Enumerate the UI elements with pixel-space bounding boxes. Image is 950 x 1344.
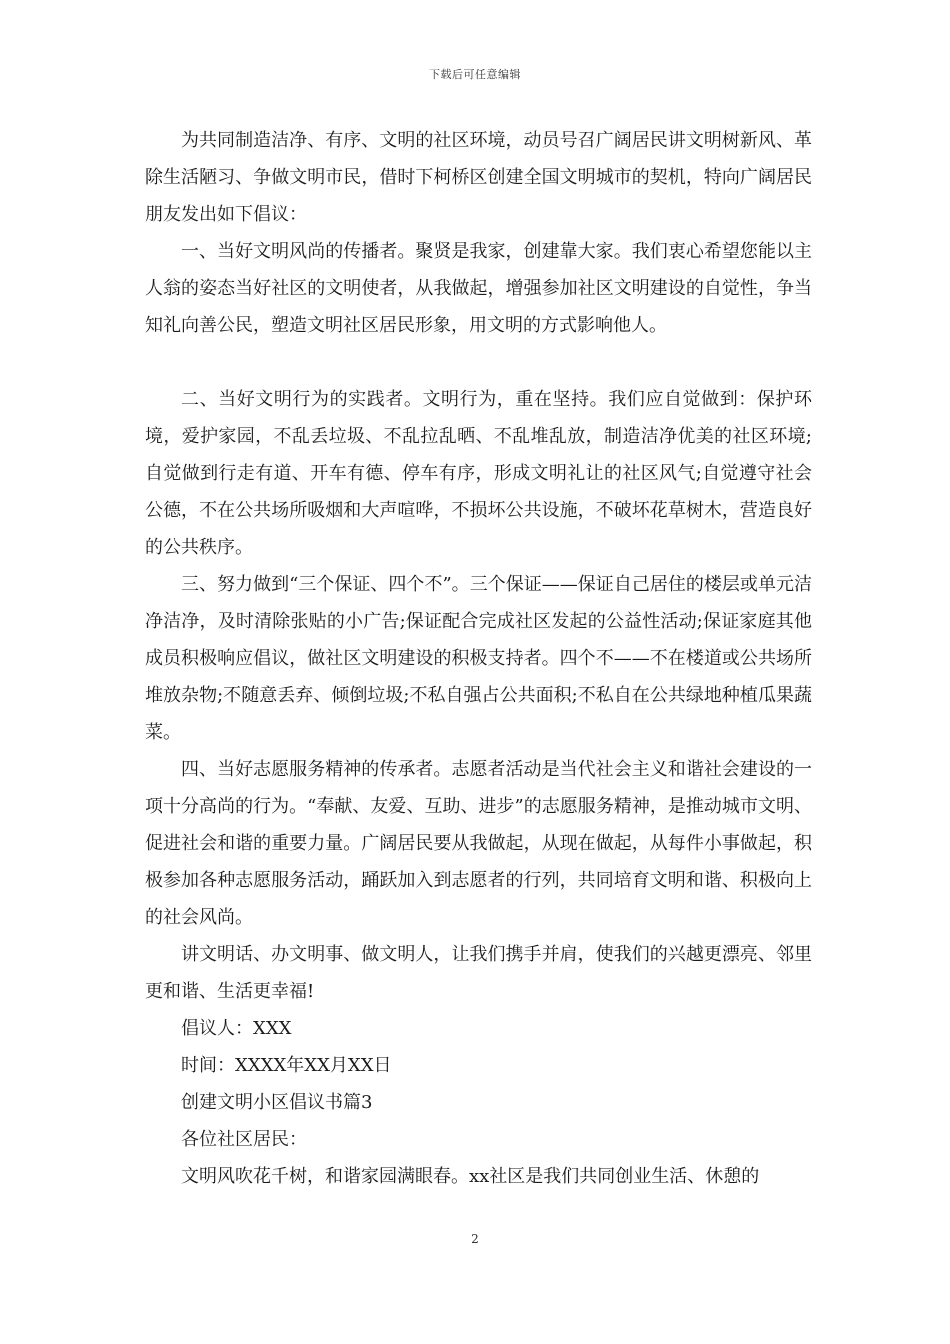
next-section-title: 创建文明小区倡议书篇3 bbox=[181, 1092, 373, 1113]
document-body bbox=[145, 122, 812, 1195]
salutation-line: 各位社区居民： bbox=[181, 1129, 307, 1150]
proposal-two-paragraph: 二、当好文明行为的实践者。文明行为，重在坚持。我们应自觉做到：保护环境，爱护家园，不乱丢垃圾、不乱拉乱晒、不乱堆乱放，制造洁净优美的社区环境;自觉做到行走有道、开车有德、停车有序，形成文明礼让的社区风气;自觉遵守社会公德，不在公共场所吸烟和大声喧哗，不损坏公共设施，不破坏花草树木，营造良好的公共秩序。 bbox=[145, 389, 812, 558]
page-number: 2 bbox=[471, 1232, 479, 1246]
closing-paragraph: 讲文明话、办文明事、做文明人，让我们携手并肩，使我们的兴越更漂亮、邻里更和谐、生活更幸福! bbox=[145, 944, 812, 1002]
proposal-three-paragraph: 三、努力做到“三个保证、四个不”。三个保证——保证自己居住的楼层或单元洁净洁净，及时清除张贴的小广告;保证配合完成社区发起的公益性活动;保证家庭其他成员积极响应倡议，做社区文明建设的积极支持者。四个不——不在楼道或公共场所堆放杂物;不随意丢弃、倾倒垃圾;不私自强占公共面积;不私自在公共绿地种植瓜果蔬菜。 bbox=[145, 574, 812, 743]
proposal-four-paragraph: 四、当好志愿服务精神的传承者。志愿者活动是当代社会主义和谐社会建设的一项十分高尚的行为。“奉献、友爱、互助、进步”的志愿服务精神，是推动城市文明、促进社会和谐的重要力量。广阔居民要从我做起，从现在做起，从每件小事做起，积极参加各种志愿服务活动，踊跃加入到志愿者的行列，共同培育文明和谐、积极向上的社会风尚。 bbox=[145, 759, 812, 928]
signer-line: 倡议人：XXX bbox=[181, 1018, 292, 1039]
intro-paragraph: 为共同制造洁净、有序、文明的社区环境，动员号召广阔居民讲文明树新风、革除生活陋习、争做文明市民，借时下柯桥区创建全国文明城市的契机，特向广阔居民朋友发出如下倡议： bbox=[145, 130, 812, 225]
next-opening-line: 文明风吹花千树，和谐家园满眼春。xx社区是我们共同创业生活、休憩的 bbox=[181, 1166, 760, 1187]
page-header: 下载后可任意编辑 bbox=[429, 68, 521, 81]
proposal-one-paragraph: 一、当好文明风尚的传播者。聚贤是我家，创建靠大家。我们衷心希望您能以主人翁的姿态当好社区的文明使者，从我做起，增强参加社区文明建设的自觉性，争当知礼向善公民，塑造文明社区居民形象，用文明的方式影响他人。 bbox=[145, 241, 812, 336]
date-line: 时间：XXXX年XX月XX日 bbox=[181, 1055, 392, 1076]
